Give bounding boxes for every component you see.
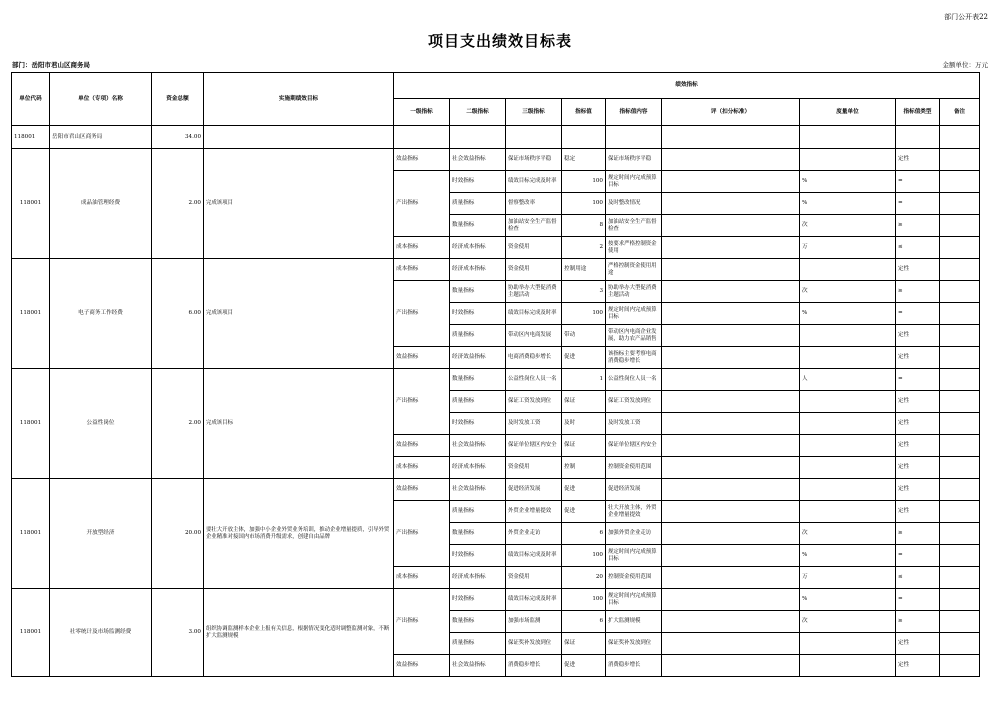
indicator-value: 带动 [562,325,606,347]
level1-indicator: 产出指标 [394,171,450,237]
level3-indicator: 带动区内电商发展 [506,325,562,347]
remark [940,611,980,633]
level2-indicator: 经济成本指标 [450,259,506,281]
level3-indicator: 保证市场秩序平稳 [506,149,562,171]
header-score: 评（扣分标准） [662,99,800,126]
indicator-content: 规定时间内完成预算目标 [606,545,662,567]
indicator-type: 定性 [896,259,940,281]
level1-indicator: 效益指标 [394,479,450,501]
level2-indicator: 社会效益指标 [450,149,506,171]
score-standard [662,171,800,193]
level2-indicator: 时效指标 [450,171,506,193]
indicator-value: 促进 [562,479,606,501]
indicator-value: 保证 [562,435,606,457]
level1-indicator: 产出指标 [394,281,450,347]
score-standard [662,413,800,435]
indicator-content: 及时发放工资 [606,413,662,435]
project-name: 电子商务工作经费 [50,259,152,369]
header-remark: 备注 [940,99,980,126]
measure-unit [800,633,896,655]
level3-indicator: 绩效目标完成及时率 [506,303,562,325]
indicator-type: = [896,545,940,567]
measure-unit: % [800,545,896,567]
project-goal: 要壮大开放主体，加强中小企业外贸业务培训，推动企业增量提质，引导外贸企业精准对接国内市场消费升级需求，创建自由品牌 [204,479,394,589]
indicator-content: 加强外贸企业走访 [606,523,662,545]
remark [940,391,980,413]
indicator-type: = [896,303,940,325]
remark [940,479,980,501]
project-name: 社零统计及市场监测经费 [50,589,152,677]
level2-indicator: 数量指标 [450,281,506,303]
indicator-type: ≤ [896,567,940,589]
department-label: 部门：岳阳市君山区商务局 [12,61,90,69]
level1-indicator: 成本指标 [394,567,450,589]
remark [940,281,980,303]
summary-amount: 34.00 [152,126,204,149]
indicator-content: 规定时间内完成预算目标 [606,589,662,611]
remark [940,259,980,281]
measure-unit [800,413,896,435]
indicator-value: 控制 [562,457,606,479]
remark [940,523,980,545]
level2-indicator: 社会效益指标 [450,479,506,501]
project-name: 开放型经济 [50,479,152,589]
indicator-type: 定性 [896,149,940,171]
score-standard [662,347,800,369]
indicator-content: 控制资金使用范围 [606,567,662,589]
indicator-content: 按要求严格控制资金使用 [606,237,662,259]
level3-indicator: 促进经济发展 [506,479,562,501]
indicator-content: 消费稳步增长 [606,655,662,677]
project-code: 118001 [12,479,50,589]
score-standard [662,149,800,171]
project-name: 公益性岗位 [50,369,152,479]
header-type: 指标值类型 [896,99,940,126]
score-standard [662,259,800,281]
project-goal: 完成该项目 [204,149,394,259]
indicator-type: = [896,171,940,193]
level2-indicator: 质量指标 [450,325,506,347]
project-amount: 2.00 [152,369,204,479]
remark [940,633,980,655]
indicator-content: 保证工资发放到位 [606,391,662,413]
level2-indicator: 质量指标 [450,193,506,215]
indicator-type: ≤ [896,237,940,259]
level2-indicator: 数量指标 [450,215,506,237]
measure-unit: 次 [800,215,896,237]
level2-indicator: 时效指标 [450,303,506,325]
indicator-content: 及时整改情况 [606,193,662,215]
level3-indicator: 保证单位辖区内安全 [506,435,562,457]
indicator-value: 稳定 [562,149,606,171]
level3-indicator: 外贸企业走访 [506,523,562,545]
score-standard [662,193,800,215]
indicator-content: 规定时间内完成预算目标 [606,303,662,325]
page-title: 项目支出绩效目标表 [427,32,572,50]
project-code: 118001 [12,149,50,259]
indicator-content: 促进经济发展 [606,479,662,501]
table-row [12,369,980,391]
project-name: 成品油管理经费 [50,149,152,259]
remark [940,589,980,611]
indicator-value: 控制用途 [562,259,606,281]
summary-row [12,126,980,149]
indicator-type: 定性 [896,413,940,435]
score-standard [662,655,800,677]
indicator-content: 规定时间内完成预算目标 [606,171,662,193]
score-standard [662,501,800,523]
level1-indicator: 效益指标 [394,149,450,171]
indicator-value: 100 [562,171,606,193]
level3-indicator: 保证奖补发放到位 [506,633,562,655]
table-row [12,589,980,611]
measure-unit [800,325,896,347]
level2-indicator: 经济成本指标 [450,567,506,589]
measure-unit [800,501,896,523]
score-standard [662,435,800,457]
level3-indicator: 电商消费稳步增长 [506,347,562,369]
remark [940,325,980,347]
remark [940,215,980,237]
indicator-value: 促进 [562,347,606,369]
indicator-content: 保证单位辖区内安全 [606,435,662,457]
level2-indicator: 经济效益指标 [450,347,506,369]
indicator-value: 100 [562,589,606,611]
level3-indicator: 保证工资发放到位 [506,391,562,413]
table-number-label: 部门公开表22 [944,13,988,21]
measure-unit: 人 [800,369,896,391]
level2-indicator: 数量指标 [450,369,506,391]
header-level2: 二级指标 [450,99,506,126]
score-standard [662,611,800,633]
measure-unit [800,457,896,479]
measure-unit: % [800,589,896,611]
remark [940,457,980,479]
measure-unit [800,149,896,171]
measure-unit: 万 [800,237,896,259]
level2-indicator: 数量指标 [450,611,506,633]
level3-indicator: 资金使用 [506,567,562,589]
level2-indicator: 数量指标 [450,523,506,545]
measure-unit [800,391,896,413]
level1-indicator: 效益指标 [394,435,450,457]
level1-indicator: 产出指标 [394,589,450,655]
level2-indicator: 社会效益指标 [450,655,506,677]
level3-indicator: 资金使用 [506,259,562,281]
indicator-type: 定性 [896,457,940,479]
measure-unit [800,479,896,501]
indicator-type: 定性 [896,391,940,413]
measure-unit: 次 [800,611,896,633]
level3-indicator: 资金使用 [506,457,562,479]
header-amount: 资金总额 [152,73,204,126]
score-standard [662,567,800,589]
header-goal: 实施期绩效目标 [204,73,394,126]
remark [940,237,980,259]
indicator-type: 定性 [896,325,940,347]
measure-unit: % [800,171,896,193]
level2-indicator: 时效指标 [450,589,506,611]
performance-target-table [11,72,980,677]
indicator-value: 2 [562,237,606,259]
indicator-content: 保证市场秩序平稳 [606,149,662,171]
indicator-value: 促进 [562,655,606,677]
indicator-type: = [896,369,940,391]
indicator-type: = [896,193,940,215]
measure-unit: 万 [800,567,896,589]
level1-indicator: 产出指标 [394,369,450,435]
indicator-value: 保证 [562,391,606,413]
table-row [12,149,980,171]
project-amount: 3.00 [152,589,204,677]
score-standard [662,369,800,391]
level3-indicator: 加强市场监测 [506,611,562,633]
indicator-value: 及时 [562,413,606,435]
level3-indicator: 协助举办大型促消费主题活动 [506,281,562,303]
indicator-content: 控制资金使用范围 [606,457,662,479]
remark [940,501,980,523]
level2-indicator: 质量指标 [450,391,506,413]
indicator-type: ≥ [896,215,940,237]
level3-indicator: 资金使用 [506,237,562,259]
measure-unit [800,435,896,457]
level2-indicator: 质量指标 [450,501,506,523]
indicator-value: 100 [562,193,606,215]
score-standard [662,237,800,259]
level3-indicator: 绩效目标完成及时率 [506,589,562,611]
indicator-content: 保证奖补发放到位 [606,633,662,655]
score-standard [662,303,800,325]
indicator-value: 20 [562,567,606,589]
project-amount: 20.00 [152,479,204,589]
indicator-value: 3 [562,281,606,303]
indicator-type: 定性 [896,501,940,523]
level1-indicator: 成本指标 [394,259,450,281]
table-row [12,259,980,281]
measure-unit [800,259,896,281]
score-standard [662,281,800,303]
project-goal: 完成该目标 [204,369,394,479]
summary-code: 118001 [12,126,50,149]
score-standard [662,589,800,611]
score-standard [662,523,800,545]
indicator-content: 扩大监测规模 [606,611,662,633]
level3-indicator: 外贸企业增量提效 [506,501,562,523]
indicator-value: 1 [562,369,606,391]
indicator-type: ≥ [896,611,940,633]
level2-indicator: 社会效益指标 [450,435,506,457]
project-goal: 完成该项目 [204,259,394,369]
summary-name: 岳阳市君山区商务局 [50,126,152,149]
level1-indicator: 效益指标 [394,347,450,369]
indicator-type: 定性 [896,479,940,501]
remark [940,435,980,457]
indicator-value: 促进 [562,501,606,523]
indicator-content: 协助举办大型促消费主题活动 [606,281,662,303]
project-goal: 组织协调监测样本企业上报有关信息，根据情况变化适时调整监测对象，不断扩大监测规模 [204,589,394,677]
measure-unit: 次 [800,281,896,303]
project-code: 118001 [12,589,50,677]
level2-indicator: 经济成本指标 [450,237,506,259]
project-amount: 6.00 [152,259,204,369]
level2-indicator: 时效指标 [450,545,506,567]
score-standard [662,457,800,479]
level3-indicator: 加油站安全生产监督检查 [506,215,562,237]
header-level3: 三级指标 [506,99,562,126]
indicator-value: 保证 [562,633,606,655]
amount-unit-label: 金额单位：万元 [942,61,988,69]
project-code: 118001 [12,369,50,479]
indicator-type: 定性 [896,633,940,655]
measure-unit [800,347,896,369]
level2-indicator: 时效指标 [450,413,506,435]
measure-unit: 次 [800,523,896,545]
remark [940,193,980,215]
indicator-content: 壮大开放主体，外贸企业增量提效 [606,501,662,523]
indicator-value: 100 [562,545,606,567]
score-standard [662,215,800,237]
header-level1: 一级指标 [394,99,450,126]
level3-indicator: 绩效目标完成及时率 [506,545,562,567]
header-code: 单位代码 [12,73,50,126]
indicator-content: 严格控制资金使用用途 [606,259,662,281]
measure-unit [800,655,896,677]
project-code: 118001 [12,259,50,369]
level3-indicator: 及时发放工资 [506,413,562,435]
indicator-type: = [896,589,940,611]
remark [940,303,980,325]
header-value: 指标值 [562,99,606,126]
score-standard [662,633,800,655]
level3-indicator: 督察整改率 [506,193,562,215]
indicator-value: 8 [562,215,606,237]
level1-indicator: 成本指标 [394,237,450,259]
table-row [12,479,980,501]
header-indicators: 绩效指标 [394,73,980,99]
level1-indicator: 成本指标 [394,457,450,479]
indicator-content: 该指标主要考察电商消费稳步增长 [606,347,662,369]
indicator-content: 带动区内电商企业发展，助力农产品销售 [606,325,662,347]
level3-indicator: 消费稳步增长 [506,655,562,677]
remark [940,149,980,171]
score-standard [662,325,800,347]
remark [940,655,980,677]
remark [940,567,980,589]
remark [940,369,980,391]
level1-indicator: 产出指标 [394,501,450,567]
indicator-type: 定性 [896,347,940,369]
level3-indicator: 绩效目标完成及时率 [506,171,562,193]
indicator-value: 100 [562,303,606,325]
project-amount: 2.00 [152,149,204,259]
indicator-value: 6 [562,611,606,633]
remark [940,347,980,369]
score-standard [662,391,800,413]
remark [940,413,980,435]
score-standard [662,479,800,501]
measure-unit: % [800,303,896,325]
score-standard [662,545,800,567]
level2-indicator: 经济成本指标 [450,457,506,479]
measure-unit: % [800,193,896,215]
indicator-type: 定性 [896,655,940,677]
remark [940,545,980,567]
indicator-content: 加油站安全生产监督检查 [606,215,662,237]
indicator-type: ≥ [896,523,940,545]
header-content: 指标值内容 [606,99,662,126]
header-name: 单位（专项）名称 [50,73,152,126]
indicator-value: 6 [562,523,606,545]
indicator-type: ≥ [896,281,940,303]
indicator-content: 公益性岗位人员一名 [606,369,662,391]
remark [940,171,980,193]
level3-indicator: 公益性岗位人员一名 [506,369,562,391]
header-measure: 度量单位 [800,99,896,126]
level2-indicator: 质量指标 [450,633,506,655]
indicator-type: 定性 [896,435,940,457]
level1-indicator: 效益指标 [394,655,450,677]
